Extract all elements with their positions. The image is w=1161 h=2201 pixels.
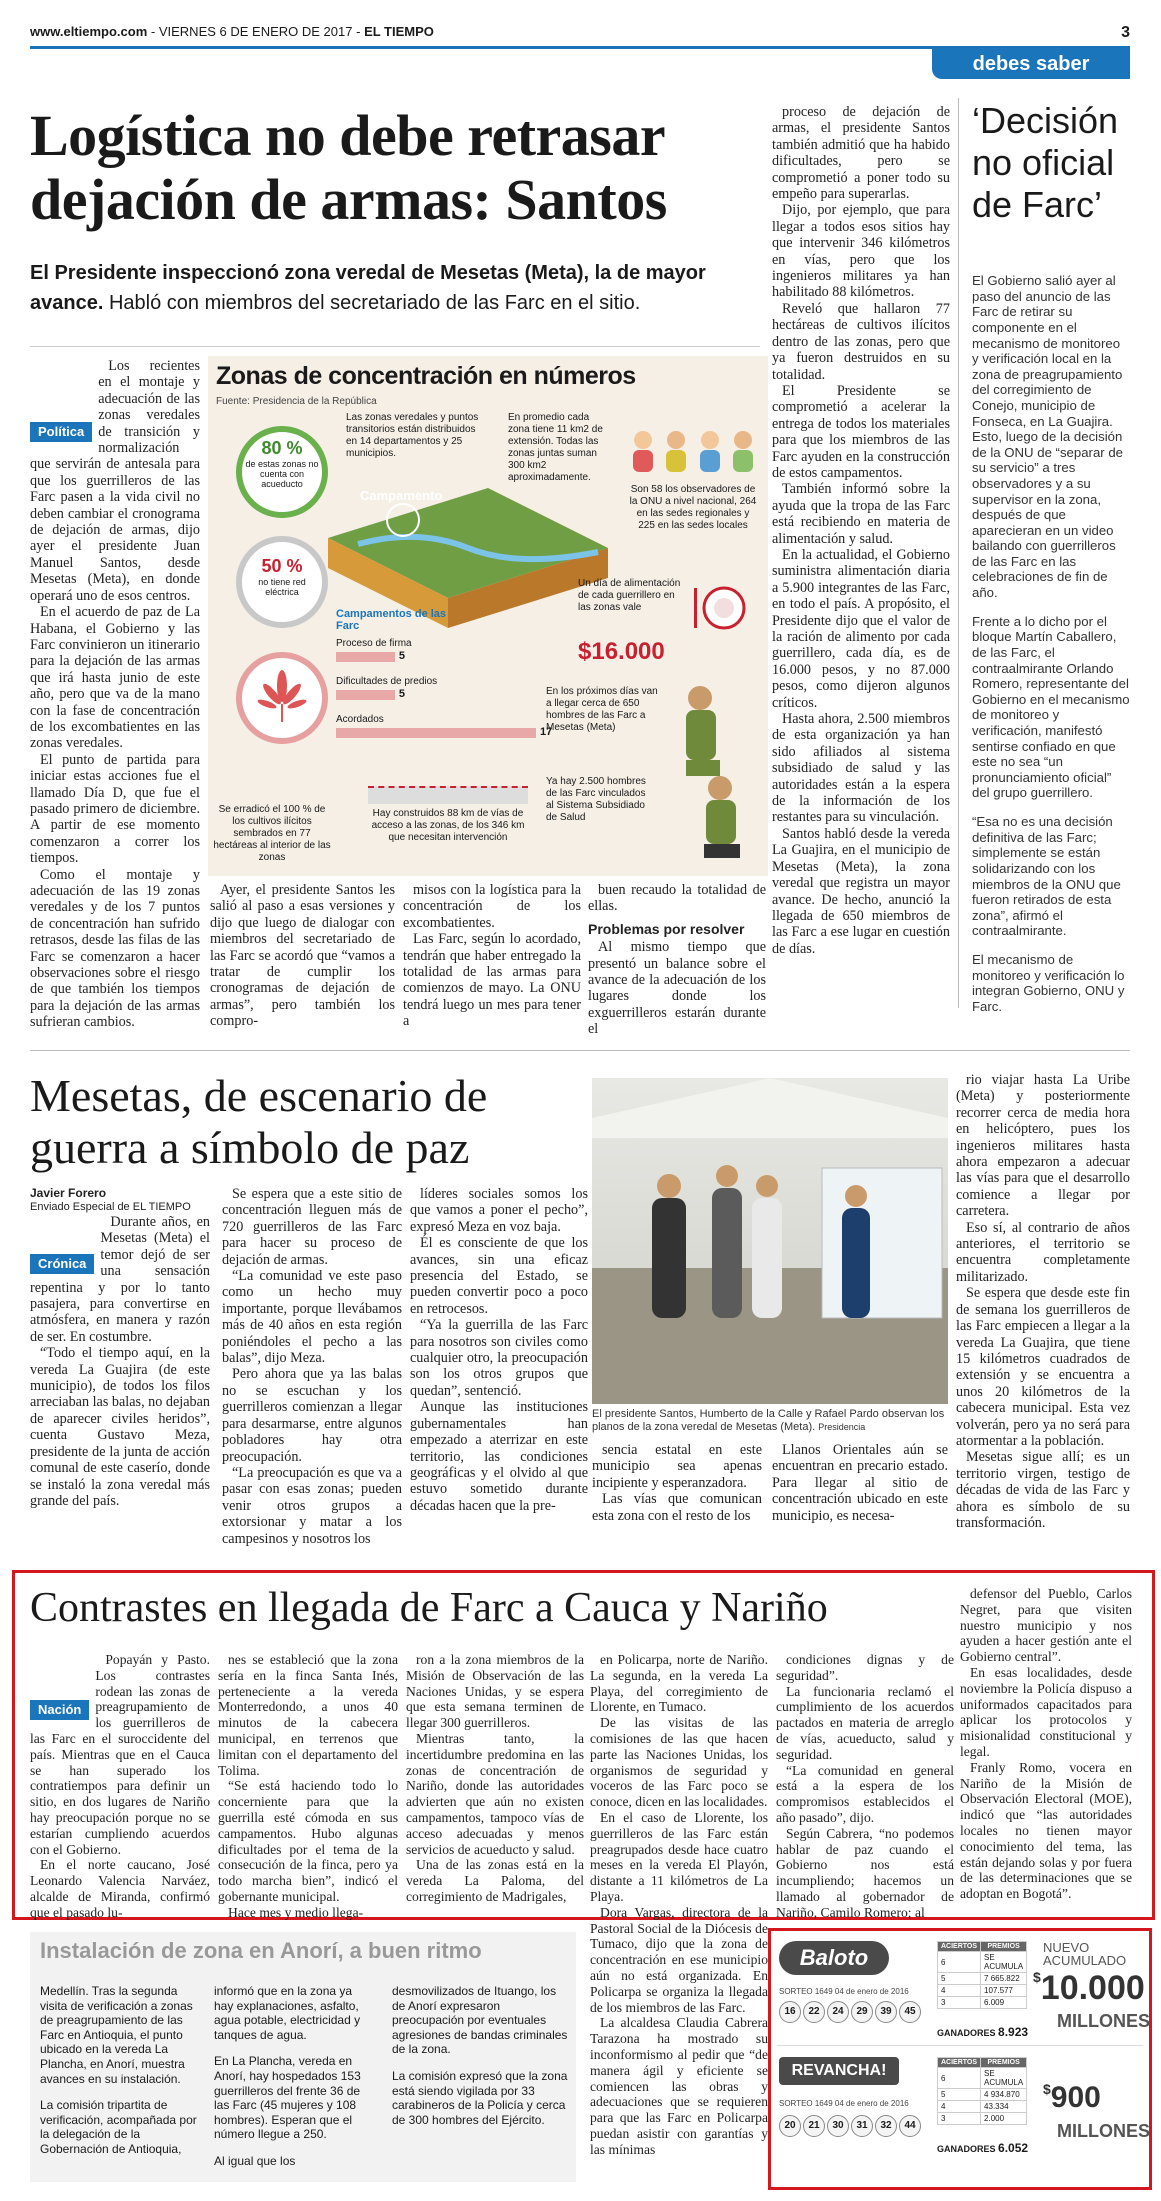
section-tag: debes saber (932, 49, 1130, 79)
info-t5: En los próximos días van a llegar cerca de 650 hombres de las Farc a Mesetas (Meta) (546, 686, 658, 733)
paragraph: “Se está haciendo todo lo concerniente para que la guerrilla esté cómoda en sus campamentos. Hubo algunas dificultades por el tema de la consecución de la finca, pero ya todo marcha bien”, indicó el gobernante municipal. (218, 1778, 398, 1904)
table-row (938, 1973, 1027, 1985)
section-rule-1 (30, 1050, 1130, 1051)
revancha-table (937, 2057, 1027, 2125)
lottery-ball: 39 (875, 2001, 897, 2023)
sidebar-body (972, 260, 1130, 1016)
paragraph: Una de las zonas está en la vereda La Paloma, del corregimiento de Madrigales, (406, 1857, 584, 1904)
anori-title: Instalación de zona en Anorí, a buen ritmo (40, 1938, 482, 1963)
bars-chart (336, 638, 566, 758)
paragraph: defensor del Pueblo, Carlos Negret, para que visiten nuestro municipio y nos ayuden a hacer gestión ante el Gobierno central”. (960, 1586, 1132, 1665)
table-cell: 6.009 (981, 1997, 1027, 2009)
a3-col4 (590, 1652, 768, 2158)
lottery-panel (768, 1928, 1152, 2190)
infographic (208, 356, 768, 876)
paragraph: Al igual que los (214, 2153, 296, 2168)
sidebar-rule (958, 98, 959, 1008)
lottery-ball: 31 (851, 2115, 873, 2137)
paragraph: En el norte caucano, José Leonardo Valencia Narváez, alcalde de Miranda, confirmó que el pasado lu- (30, 1857, 210, 1920)
a2-byline2: Enviado Especial de EL TIEMPO (30, 1201, 191, 1213)
bar (336, 690, 395, 700)
lottery-ball: 30 (827, 2115, 849, 2137)
paragraph: También informó sobre la ayuda que la tropa de las Farc está recibiendo en materia de alimentación y salud. (772, 481, 950, 547)
table-cell: 6 (938, 1952, 981, 1973)
revancha-balls (779, 2113, 929, 2137)
table-cell: SE ACUMULA (981, 2068, 1027, 2089)
table-cell: 3 (938, 2113, 981, 2125)
paragraph: Al mismo tiempo que presentó un balance sobre el avance de la adecuación de los lugares donde los exguerrilleros estarán durante el (588, 939, 766, 1038)
page-number: 3 (1121, 24, 1130, 41)
lottery-ball: 29 (851, 2001, 873, 2023)
table-cell: 4 (938, 1985, 981, 1997)
info-t6: Ya hay 2.500 hombres de las Farc vinculados al Sistema Subsidiado de Salud (546, 776, 646, 823)
section-label-cronica: Crónica (30, 1254, 94, 1274)
a3-col6 (960, 1586, 1132, 1902)
coca-circle (236, 652, 328, 744)
bar-value: 17 (540, 726, 553, 738)
info-camp: Campamento (360, 488, 443, 503)
caption-text: El presidente Santos, Humberto de la Calle y Rafael Pardo observan los planos de la zona veredal de Mesetas (Meta). (592, 1408, 945, 1433)
table-cell: 107.577 (981, 1985, 1027, 1997)
a3-col3 (406, 1652, 584, 1905)
road-icon (368, 786, 528, 804)
revancha-dollar: $ (1043, 2081, 1051, 2097)
revancha-amount (1043, 2081, 1101, 2115)
paragraph: Medellín. Tras la segunda visita de verificación a zonas de preagrupamiento de las Farc en Antioquia, el punto ubicado en la vereda La Plancha, en Anorí, muestra avances en su instalación. (40, 1984, 193, 2086)
paragraph: Reveló que hallaron 77 hectáreas de cultivos ilícitos dentro de las zonas, pero que ya fueron destruidos en su totalidad. (772, 300, 950, 383)
paragraph: El Gobierno salió ayer al paso del anuncio de las Farc de retirar su componente en el mecanismo de monitoreo y verificación local en la zona de preagrupamiento del corregimiento de Conejo, municipio de Fonseca, en La Guajira. Esto, luego de la decisión de la ONU de “separar de su servicio” a tres observadores y a su supervisor en la zona, después de que aparecieran en un video bailando con guerrilleros de las Farc en las celebraciones de fin de año. (972, 273, 1123, 601)
paragraph: Hasta ahora, 2.500 miembros de esta organización ya han sido afiliados al sistema subsidiado de salud y las autoridades están a la espera de la información de los restantes para su vinculación. (772, 711, 950, 826)
a1-dek (30, 258, 760, 318)
table-row (938, 1952, 1027, 1973)
table-header: PREMIOS (981, 2058, 1027, 2068)
bar-value: 5 (398, 688, 405, 700)
info-t7: Se erradicó el 100 % de los cultivos ilícitos sembrados en 77 hectáreas al interior de las zonas (213, 804, 331, 863)
caption-credit: Presidencia (818, 1422, 866, 1432)
paragraph: misos con la logística para la concentración de los excombatientes. (403, 882, 581, 931)
lottery-ball: 22 (803, 2001, 825, 2023)
paragraph: “Esa no es una decisión definitiva de las Farc; simplemente se están solidarizando con los miembros de la ONU que fueron retirados de esta zona”, afirmó el contraalmirante. (972, 814, 1121, 939)
table-cell: 2.000 (981, 2113, 1027, 2125)
bar-label: Acordados (336, 714, 384, 725)
paragraph: El Presidente se comprometió a acelerar la entrega de todos los materiales para que los miembros de las Farc ayuden en la construcción de estos campamentos. (772, 382, 950, 481)
a3-col1 (30, 1652, 210, 1921)
revancha-sorteo: SORTEO 1649 04 de enero de 2016 (779, 2099, 909, 2108)
paragraph: La comisión expresó que la zona está siendo vigilada por 33 carabineros de la Policía y cerca de 300 hombres del Ejército. (392, 2068, 568, 2127)
paragraph: “La preocupación es que va a pasar con esas zonas; pueden venir otros grupos a extorsionar y matar a los campesinos y nosotros los (222, 1464, 402, 1547)
bar-value: 5 (398, 650, 405, 662)
lottery-ball: 32 (875, 2115, 897, 2137)
paragraph: ron a la zona miembros de la Misión de Observación de las Naciones Unidas, y se espera que esta semana terminen de llegar 300 guerrilleros. (406, 1652, 584, 1731)
dollar-sign: $ (1033, 1969, 1041, 1985)
sidebar-title: ‘Decisión no oficial de Farc’ (972, 100, 1119, 225)
paragraph: La alcaldesa Claudia Cabrera Tarazona ha mostrado su inconformismo al pedir que “de manera ágil y eficiente se comiencen las obras y adecuaciones que se requieren para que las Farc en Policarpa puedan asistir con garantías y las mínimas (590, 2015, 768, 2157)
coca-leaf-icon (252, 668, 312, 728)
bar (336, 728, 536, 738)
a3-col2 (218, 1652, 398, 1921)
paragraph: “La comunidad ve este paso como un hecho muy importante, porque llevábamos más de 40 años en esta región poniéndoles el pecho a las balas”, dijo Meza. (222, 1268, 402, 1367)
revancha-ganadores (937, 2141, 1028, 2155)
revancha-millones: MILLONES (1057, 2121, 1150, 2141)
paragraph: “Todo el tiempo aquí, en la vereda La Guajira (de este municipio), de todos los filos arreciaban las balas, no dejaban de aparecer civiles heridos”, cuenta Gustavo Meza, presidente de la junta de acción comunal de este caserío, donde se instaló la zona veredal más grande del país. (30, 1345, 211, 1509)
a2-col6 (956, 1072, 1130, 1531)
paragraph: Las vías que comunican esta zona con el resto de los (592, 1491, 762, 1524)
lottery-ball: 24 (827, 2001, 849, 2023)
plate-icon (690, 584, 750, 632)
paragraph: Ayer, el presidente Santos les salió al paso a esas versiones y dijo que luego de dialogar con miembros del secretariado de las Farc se acordó que “vamos a tratar de cumplir los cronogramas de dejación de armas”, pero también los compro- (210, 882, 395, 1030)
a1-col3 (403, 882, 581, 1030)
header-date: VIERNES 6 DE ENERO DE 2017 (158, 24, 353, 39)
acum-millones: MILLONES (1057, 2011, 1150, 2031)
info-t4: Un día de alimentación de cada guerrillero en las zonas vale (578, 578, 681, 613)
table-row (938, 1997, 1027, 2009)
a1-dek-bold: El Presidente inspeccionó zona veredal de Mesetas (Meta), la de mayor avance. (30, 262, 706, 314)
a2-col5 (772, 1442, 948, 1524)
soldiers-illustration (660, 676, 760, 866)
info-t2: En promedio cada zona tiene 11 km2 de extensión. Todas las zonas juntas suman 300 km2 aproximadamente. (508, 412, 603, 483)
pct2-text: no tiene red eléctrica (258, 577, 306, 597)
a2-caption (592, 1408, 948, 1434)
paragraph: Dijo, por ejemplo, que para llegar a todos esos sitios hay que intervenir 346 kilómetros en vías, pero que los ingenieros militares ya han habilitado 88 kilómetros. (772, 202, 950, 301)
info-t3: Son 58 los observadores de la ONU a nivel nacional, 264 en las sedes regionales y 225 en las sedes locales (629, 484, 757, 531)
table-header: PREMIOS (981, 1942, 1027, 1952)
paragraph: “La comunidad en general está a la espera de los compromisos establecidos el año pasado”, dijo. (776, 1762, 954, 1825)
paragraph: Las Farc, según lo acordado, tendrán que haber entregado la totalidad de las armas para comienzos de mayo. La ONU tendrá luego un mes para tener a (403, 931, 581, 1030)
paragraph: condiciones dignas y de seguridad”. (776, 1652, 954, 1683)
table-row (938, 2089, 1027, 2101)
table-row (938, 1985, 1027, 1997)
a2-col2 (222, 1186, 402, 1547)
a1-title: Logística no debe retrasar dejación de armas: Santos (30, 103, 667, 232)
baloto-table (937, 1941, 1027, 2009)
baloto-logo: Baloto (779, 1941, 889, 1975)
paragraph: El punto de partida para iniciar estas acciones fue el llamado Día D, que fue el pasado primero de diciembre. A partir de ese momento comenzaron a correr los tiempos. (30, 751, 200, 867)
a2-col4 (592, 1442, 762, 1524)
table-header: ACIERTOS (938, 2058, 981, 2068)
anori-col3 (392, 1972, 568, 2129)
page-header: www.eltiempo.com - VIERNES 6 DE ENERO DE 2017 - EL TIEMPO 3 (30, 24, 1130, 41)
paragraph: rio viajar hasta La Uribe (Meta) y posteriormente recorrer cerca de media hora en helicóptero, pues los ingenieros militares hasta ahora empezaron a adecuar las vías para que el desarrollo comience a llegar por carretera. (956, 1072, 1130, 1220)
a2-byline: Javier Forero (30, 1186, 107, 1200)
pct2-circle (236, 536, 328, 628)
table-cell: 6 (938, 2068, 981, 2089)
paragraph: Pero ahora que ya las balas no se escuchan y los guerrilleros comienzan a llegar para desarmarse, entre algunos pobladores hay otra preocupación. (222, 1366, 402, 1465)
paragraph: “Ya la guerrilla de las Farc para nosotros son civiles como cualquier otro, la preocupación son los otros grupos que quedan”, sentenció. (410, 1317, 588, 1399)
table-cell: 7 665.822 (981, 1973, 1027, 1985)
info-t4-value: $16.000 (578, 638, 665, 665)
soldier-icon (660, 676, 760, 866)
table-cell: 4 (938, 2101, 981, 2113)
paragraph: La comisión tripartita de verificación, acompañada por la delegación de la Gobernación de Antioquia, (40, 2098, 197, 2156)
table-cell: 5 (938, 1973, 981, 1985)
anori-col1 (40, 1972, 200, 2159)
table-cell: 5 (938, 2089, 981, 2101)
acum-value: 10.000 (1040, 1969, 1145, 2007)
people-icons (628, 426, 758, 476)
acum-label: NUEVO ACUMULADO (1043, 1940, 1127, 1968)
lottery-ball: 20 (779, 2115, 801, 2137)
site-url[interactable]: www.eltiempo.com (30, 24, 148, 39)
paragraph: En La Plancha, vereda en Anorí, hay hospedados 153 guerrilleros del frente 36 de las Farc (45 mujeres y 108 hombres). Esperan que el número llegue a 250. (214, 2054, 361, 2142)
fork-plate-icon (690, 584, 750, 632)
a2-title: Mesetas, de escenario de guerra a símbolo de paz (30, 1070, 488, 1173)
section-label-nacion: Nación (30, 1700, 89, 1720)
bar (336, 652, 395, 662)
a2-col3 (410, 1186, 588, 1514)
paragraph: Hace mes y medio llega- (228, 1904, 364, 1920)
table-header: ACIERTOS (938, 1942, 981, 1952)
info-t1: Las zonas veredales y puntos transitorios están distribuidos en 14 departamentos y 25 municipios. (346, 412, 479, 459)
paragraph: buen recaudo la totalidad de ellas. (588, 882, 766, 915)
paragraph: líderes sociales somos los que vamos a poner el pecho”, expresó Meza en voz baja. (410, 1186, 588, 1235)
paragraph: Los recientes en el montaje y adecuación de las zonas veredales de transición y normalización que servirán de antesala para que los guerrilleros de las Farc pasen a la vida civil no deben cambiar el cronograma de dejación de armas, dijo ayer el presidente Juan Manuel Santos, desde Mesetas (Meta), en donde operará uno de esos centros. (30, 358, 200, 604)
paragraph: En esas localidades, desde noviembre la Policía dispuso a uniformados capacitados para aplicar los protocolos y misionalidad constitucional y legal. (960, 1664, 1132, 1759)
paragraph: En el acuerdo de paz de La Habana, el Gobierno y las Farc convinieron un itinerario para la dejación de las armas que irá hasta junio de este año, pero que va de la mano con la fase de concentración de los excombatientes en las zonas veredales. (30, 604, 200, 752)
a2-photo (592, 1078, 948, 1404)
revancha-ganadores-value: 6.052 (998, 2141, 1029, 2155)
baloto-ganadores (937, 2025, 1028, 2039)
header-paper: EL TIEMPO (364, 24, 434, 39)
paragraph: nes se estableció que la zona sería en la finca Santa Inés, perteneciente a la vereda Monterredondo, a unos 40 minutos de la cabecera municipal, en terrenos que limitan con el departamento del Tolima. (218, 1652, 398, 1778)
paragraph: En la actualidad, el Gobierno suministra alimentación diaria a 5.900 integrantes de las Farc, en todo el país. A propósito, el Presidente dijo que el valor de la ración de alimento por cada guerrillero, cada día, es de 16.000 pesos, y no 87.000 pesos, como dijeron algunos críticos. (772, 546, 950, 711)
table-cell: SE ACUMULA (981, 1952, 1027, 1973)
info-t8: Hay construidos 88 km de vías de acceso a las zonas, de los 346 km que necesitan intervención (371, 808, 525, 843)
info-title: Zonas de concentración en números (216, 362, 636, 390)
paragraph: sencia estatal en este municipio sea apenas incipiente y esperanzadora. (592, 1442, 762, 1491)
paragraph: desmovilizados de Ituango, los de Anorí expresaron preocupación por eventuales agresiones de bandas criminales de la zona. (392, 1984, 568, 2057)
table-cell: 4 934.870 (981, 2089, 1027, 2101)
acum-amount (1033, 1969, 1145, 2008)
paragraph: Llanos Orientales aún se encuentran en precario estado. Para llegar al sitio de concentración ubicado en este municipio, es necesa- (772, 1442, 948, 1524)
table-row (938, 2068, 1027, 2089)
section-label-politica: Política (30, 422, 92, 442)
anori-col2 (214, 1972, 374, 2171)
a3-title: Contrastes en llegada de Farc a Cauca y Nariño (30, 1585, 828, 1631)
pct2-value: 50 % (261, 556, 303, 576)
pct1-text: de estas zonas no cuenta con acueducto (245, 459, 319, 489)
pct1-circle (236, 426, 328, 518)
paragraph: Popayán y Pasto. Los contrastes rodean las zonas de preagrupamiento de los guerrilleros de las Farc en el suroccidente del país. Mientras que en el Cauca se han superado los contratiempos para definir un sitio, en dos lugares de Nariño hay preocupación porque no se estarían cumpliendo acuerdos con el Gobierno. (30, 1652, 210, 1857)
paragraph: informó que en la zona ya hay explanaciones, asfalto, agua potable, electricidad y tanques de agua. (214, 1984, 361, 2042)
paragraph: Dora Vargas, directora de la Pastoral Social de la Diócesis de Tumaco, dijo que la zona de concentración en ese municipio aún no está organizada. En Policarpa se organiza la llegada de los miembros de las Farc. (590, 1904, 768, 2015)
lottery-ball: 16 (779, 2001, 801, 2023)
revancha-ganadores-label: GANADORES (937, 2144, 996, 2154)
table-row (938, 2113, 1027, 2125)
paragraph: Como el montaje y adecuación de las 19 zonas veredales y de los 7 puntos de concentración han sufrido retrasos, desde las filas de las Farc se comenzaron a hacer observaciones sobre el riesgo de que también los tiempos para la dejación de las armas sufrieran cambios. (30, 866, 200, 1031)
revancha-value: 900 (1050, 2081, 1101, 2114)
a1-divider (30, 346, 760, 347)
a1-col1 (30, 358, 200, 1031)
paragraph: Durante años, en Mesetas (Meta) el temor dejó de ser una sensación repentina y por lo tanto pasajera, para convertirse en atmósfera, en manera y razón de ser. En costumbre. (30, 1214, 210, 1345)
pct1-value: 80 % (261, 438, 303, 458)
a2-col1 (30, 1186, 210, 1509)
a1-subhead: Problemas por resolver (588, 920, 745, 937)
paragraph: Mesetas sigue allí; es un territorio virgen, testigo de décadas de vida de las Farc y ahora es símbolo de su transformación. (956, 1449, 1130, 1531)
paragraph: en Policarpa, norte de Nariño. La segunda, en la vereda La Playa, del corregimiento de Llorente, en Tumaco. (590, 1652, 768, 1715)
paragraph: Franly Romo, vocera en Nariño de la Misión de Observación Electoral (MOE), indicó que “las autoridades locales no tienen mayor conocimiento del tema, las están dejando solas y por fuera de las determinaciones que se adoptan en Bogotá”. (960, 1759, 1132, 1902)
paragraph: Eso sí, al contrario de años anteriores, el territorio se encuentra completamente militarizado. (956, 1219, 1130, 1285)
baloto-balls (779, 1999, 929, 2023)
paragraph: La funcionaria reclamó el cumplimiento de los acuerdos pactados en materia de arreglo de vías, acueducto, salud y seguridad. (776, 1683, 954, 1762)
bars-title: Campamentos de las Farc (336, 608, 447, 632)
bar-label: Dificultades de predios (336, 676, 438, 687)
paragraph: De las visitas de las comisiones de las que hacen parte las Naciones Unidas, los organismos de seguridad y voceros de las Farc poco se conoce, dicen en las localidades. (590, 1715, 768, 1810)
a3-col5 (776, 1652, 954, 1921)
revancha-logo: REVANCHA! (779, 2057, 899, 2085)
table-cell: 3 (938, 1997, 981, 2009)
lottery-ball: 45 (899, 2001, 921, 2023)
paragraph: Frente a lo dicho por el bloque Martín Caballero, de las Farc, el contraalmirante Orlando Romero, representante del Gobierno en el mecanismo de monitoreo y verificación, manifestó sentirse confiado en que este no sea “un pronunciamiento oficial” del grupo guerrillero. (972, 613, 1130, 801)
baloto-sorteo: SORTEO 1649 04 de enero de 2016 (779, 1987, 909, 1996)
table-row (938, 2101, 1027, 2113)
a1-col5 (772, 104, 950, 957)
paragraph: Según Cabrera, “no podemos hablar de paz cuando el Gobierno nos está incumpliendo; hacemos un llamado al gobernador de Nariño, Camilo Romero; al (776, 1825, 954, 1920)
paragraph: Santos habló desde la vereda La Guajira, en el municipio de Mesetas (Meta), la zona veredal que registra un mayor avance. De hecho, anunció la llegada de 650 miembros de las Farc a ese lugar en cuestión de días. (772, 825, 950, 957)
ganadores-value: 8.923 (998, 2025, 1029, 2039)
table-cell: 43.334 (981, 2101, 1027, 2113)
people-icon (628, 426, 758, 476)
paragraph: Se espera que desde este fin de semana los guerrilleros de las Farc empiecen a llegar a la vereda La Guajira, que tiene 15 kilómetros cuadrados de extensión y se encuentra a unos 20 kilómetros de la cabecera municipal. Esta vez volverán, pero ya no será para atormentar a la población. (956, 1285, 1130, 1449)
lottery-divider (777, 2045, 1143, 2046)
paragraph: Aunque las instituciones gubernamentales han empezado a aterrizar en este territorio, las condiciones geográficas y el olvido al que estuvo sometido durante décadas hacen que la pre- (410, 1399, 588, 1514)
lottery-ball: 44 (899, 2115, 921, 2137)
a1-col2 (210, 882, 395, 1030)
ganadores-label: GANADORES (937, 2028, 996, 2038)
paragraph: En el caso de Llorente, los guerrilleros de las Farc están preagrupados desde hace cuatro meses en la vereda El Playón, distante a 11 kilómetros de La Playa. (590, 1809, 768, 1904)
a1-dek-rest: Habló con miembros del secretariado de las Farc en el sitio. (103, 292, 641, 314)
paragraph: proceso de dejación de armas, el presidente Santos también admitió que ha habido dificultades, pero se comprometió a poner todo su empeño para superarlas. (772, 104, 950, 203)
lottery-ball: 21 (803, 2115, 825, 2137)
paragraph: El mecanismo de monitoreo y verificación lo integran Gobierno, ONU y Farc. (972, 952, 1125, 1014)
paragraph: Se espera que a este sitio de concentración lleguen más de 720 guerrilleros de las Farc para hacer su proceso de dejación de armas. (222, 1186, 402, 1268)
paragraph: Mientras tanto, la incertidumbre predomina en las zonas de concentración de Nariño, donde las autoridades advierten que aún no existen campamentos, tampoco vías de acceso adecuadas y menos servicios de acueducto y salud. (406, 1730, 584, 1857)
paragraph: Él es consciente de que los avances, sin una eficaz presencia del Estado, se pueden convertir poco a poco en retrocesos. (410, 1235, 588, 1317)
info-source: Fuente: Presidencia de la República (216, 396, 377, 407)
bar-label: Proceso de firma (336, 638, 412, 649)
a1-col4 (588, 882, 766, 1038)
photo-people-tent (592, 1078, 948, 1404)
